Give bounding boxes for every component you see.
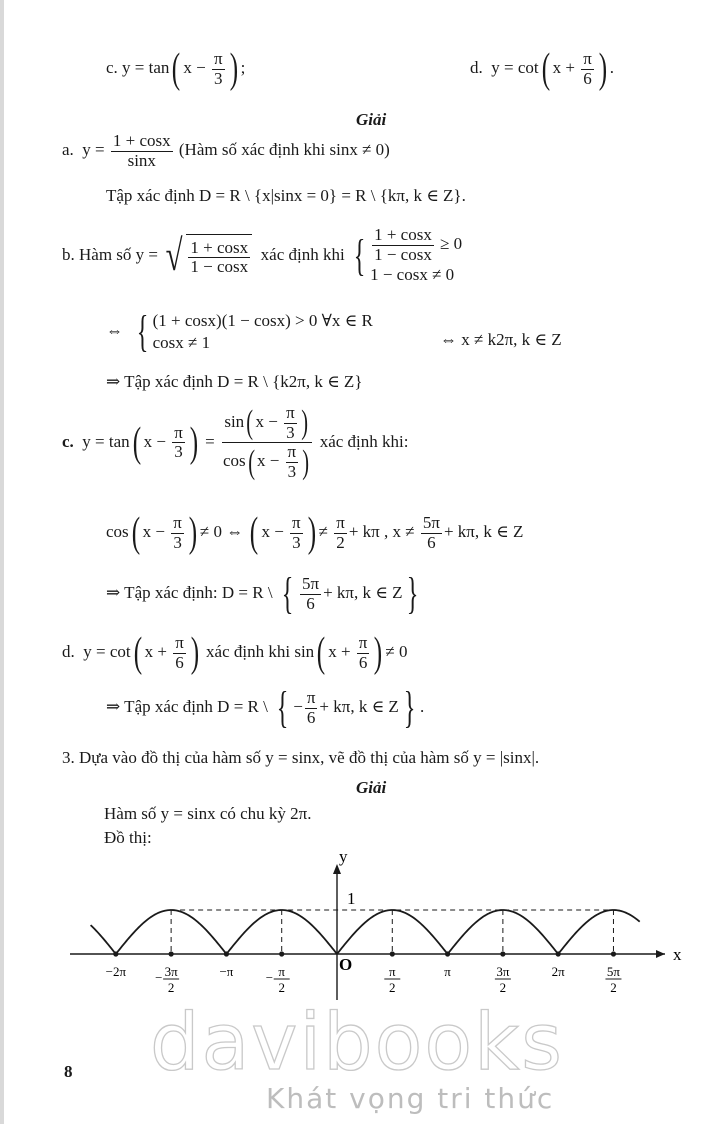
watermark-logo: davibooks bbox=[150, 998, 564, 1088]
sol-b-equiv: ⇔ { (1 + cosx)(1 − cosx) > 0 ∀x ∈ R cosx ≠ 1 bbox=[106, 307, 373, 357]
tick-dot-5 bbox=[445, 951, 450, 956]
tick-label-2: −π bbox=[219, 964, 234, 979]
tick-dot-4 bbox=[390, 951, 395, 956]
sol-d-formula: d. y = cot( x + $\frac{\pi}{6}$ ) xác định khi sin( x + $\frac{\pi}{6}$ ) ≠ 0 bbox=[62, 630, 408, 676]
y-axis-label: y bbox=[339, 847, 348, 866]
tick-num-6: 3π bbox=[496, 964, 510, 979]
sol-c-formula: c. y = tan( x − $\frac{\pi}{3}$ ) = sin( x − $\frac{\pi}{3}$ ) cos( x − $\frac{\pi}{3}$ ) xác định khi: bbox=[62, 403, 409, 482]
sol-c-condition: cos( x − $\frac{\pi}{3}$ ) ≠ 0 ⇔ ( x − $\frac{\pi}{3}$ ) ≠ $\frac{\pi}{2}$ + kπ , x ≠ $\frac{5\pi}{6}$ + kπ, k ∈ Z bbox=[106, 510, 524, 556]
tick-den-1: 2 bbox=[167, 980, 175, 995]
part-d-title: d. y = cot( x + $\frac{\pi}{6}$ ) . bbox=[470, 46, 615, 92]
tick-dot-2 bbox=[224, 951, 229, 956]
page-number: 8 bbox=[64, 1062, 73, 1081]
solution-heading-1: Giải bbox=[356, 110, 387, 129]
tick-den-4: 2 bbox=[389, 980, 396, 995]
tick-label-7: 2π bbox=[551, 964, 565, 979]
origin-label: O bbox=[339, 955, 353, 974]
tick-num-1: 3π bbox=[164, 964, 178, 979]
tick-dot-8 bbox=[611, 951, 616, 956]
x-axis-arrow bbox=[656, 950, 665, 958]
tick-label-5: π bbox=[444, 964, 451, 979]
tick-num-8: 5π bbox=[606, 964, 620, 979]
sol-b-formula: b. Hàm số y = √ $\frac{1 + \cos x}{1 - \cos x}$ xác định khi { $\frac{1 + \cos x}{1 - \cos x}$ ≥ 0 1 − cosx ≠ 0 bbox=[62, 225, 463, 285]
sol-a-formula: a. y = $\frac{1 + \cos x}{\sin x}$ (Hàm số xác định khi sinx ≠ 0) bbox=[62, 131, 390, 170]
period-line: Hàm số y = sinx có chu kỳ 2π. bbox=[104, 804, 312, 823]
sol-b-domain: ⇒ Tập xác định D = R \ {k2π, k ∈ Z} bbox=[106, 372, 363, 391]
tick-sign-1: − bbox=[155, 970, 163, 985]
sol-c-domain: ⇒ Tập xác định: D = R \ { $\frac{5\pi}{6}$ + kπ, k ∈ Z } bbox=[106, 569, 419, 618]
sol-b-equiv-result: ⇔ x ≠ k2π, k ∈ Z bbox=[440, 330, 562, 349]
graph-label: Đồ thị: bbox=[104, 828, 152, 847]
x-axis-label: x bbox=[673, 945, 682, 964]
abs-sin-curve bbox=[91, 910, 640, 954]
tick-dot-6 bbox=[500, 951, 505, 956]
tick-den-6: 2 bbox=[499, 980, 507, 995]
exercise-3: 3. Dựa vào đồ thị của hàm số y = sinx, vẽ đồ thị của hàm số y = |sinx|. bbox=[62, 748, 540, 767]
y-tick-label-1: 1 bbox=[347, 889, 356, 908]
tick-num-3: π bbox=[278, 964, 285, 979]
solution-heading-2: Giải bbox=[356, 778, 387, 797]
tick-dot-7 bbox=[556, 951, 561, 956]
tick-sign-3: − bbox=[265, 970, 274, 985]
watermark-tagline: Khát vọng tri thức bbox=[266, 1082, 555, 1115]
tick-dot-3 bbox=[279, 951, 284, 956]
tick-dot-1 bbox=[169, 951, 174, 956]
tick-den-8: 2 bbox=[610, 980, 617, 995]
sol-d-domain: ⇒ Tập xác định D = R \ { − $\frac{\pi}{6}$ + kπ, k ∈ Z } . bbox=[106, 683, 425, 732]
tick-label-0: −2π bbox=[105, 964, 127, 979]
tick-dot-0 bbox=[113, 951, 118, 956]
abs-sin-graph bbox=[0, 840, 706, 1000]
tick-num-4: π bbox=[389, 964, 396, 979]
sol-a-domain: Tập xác định D = R \ {x|sinx = 0} = R \ {kπ, k ∈ Z}. bbox=[106, 186, 466, 205]
part-c-title: c. y = tan( x − $\frac{\pi}{3}$ ) ; bbox=[106, 46, 246, 92]
tick-den-3: 2 bbox=[278, 980, 285, 995]
